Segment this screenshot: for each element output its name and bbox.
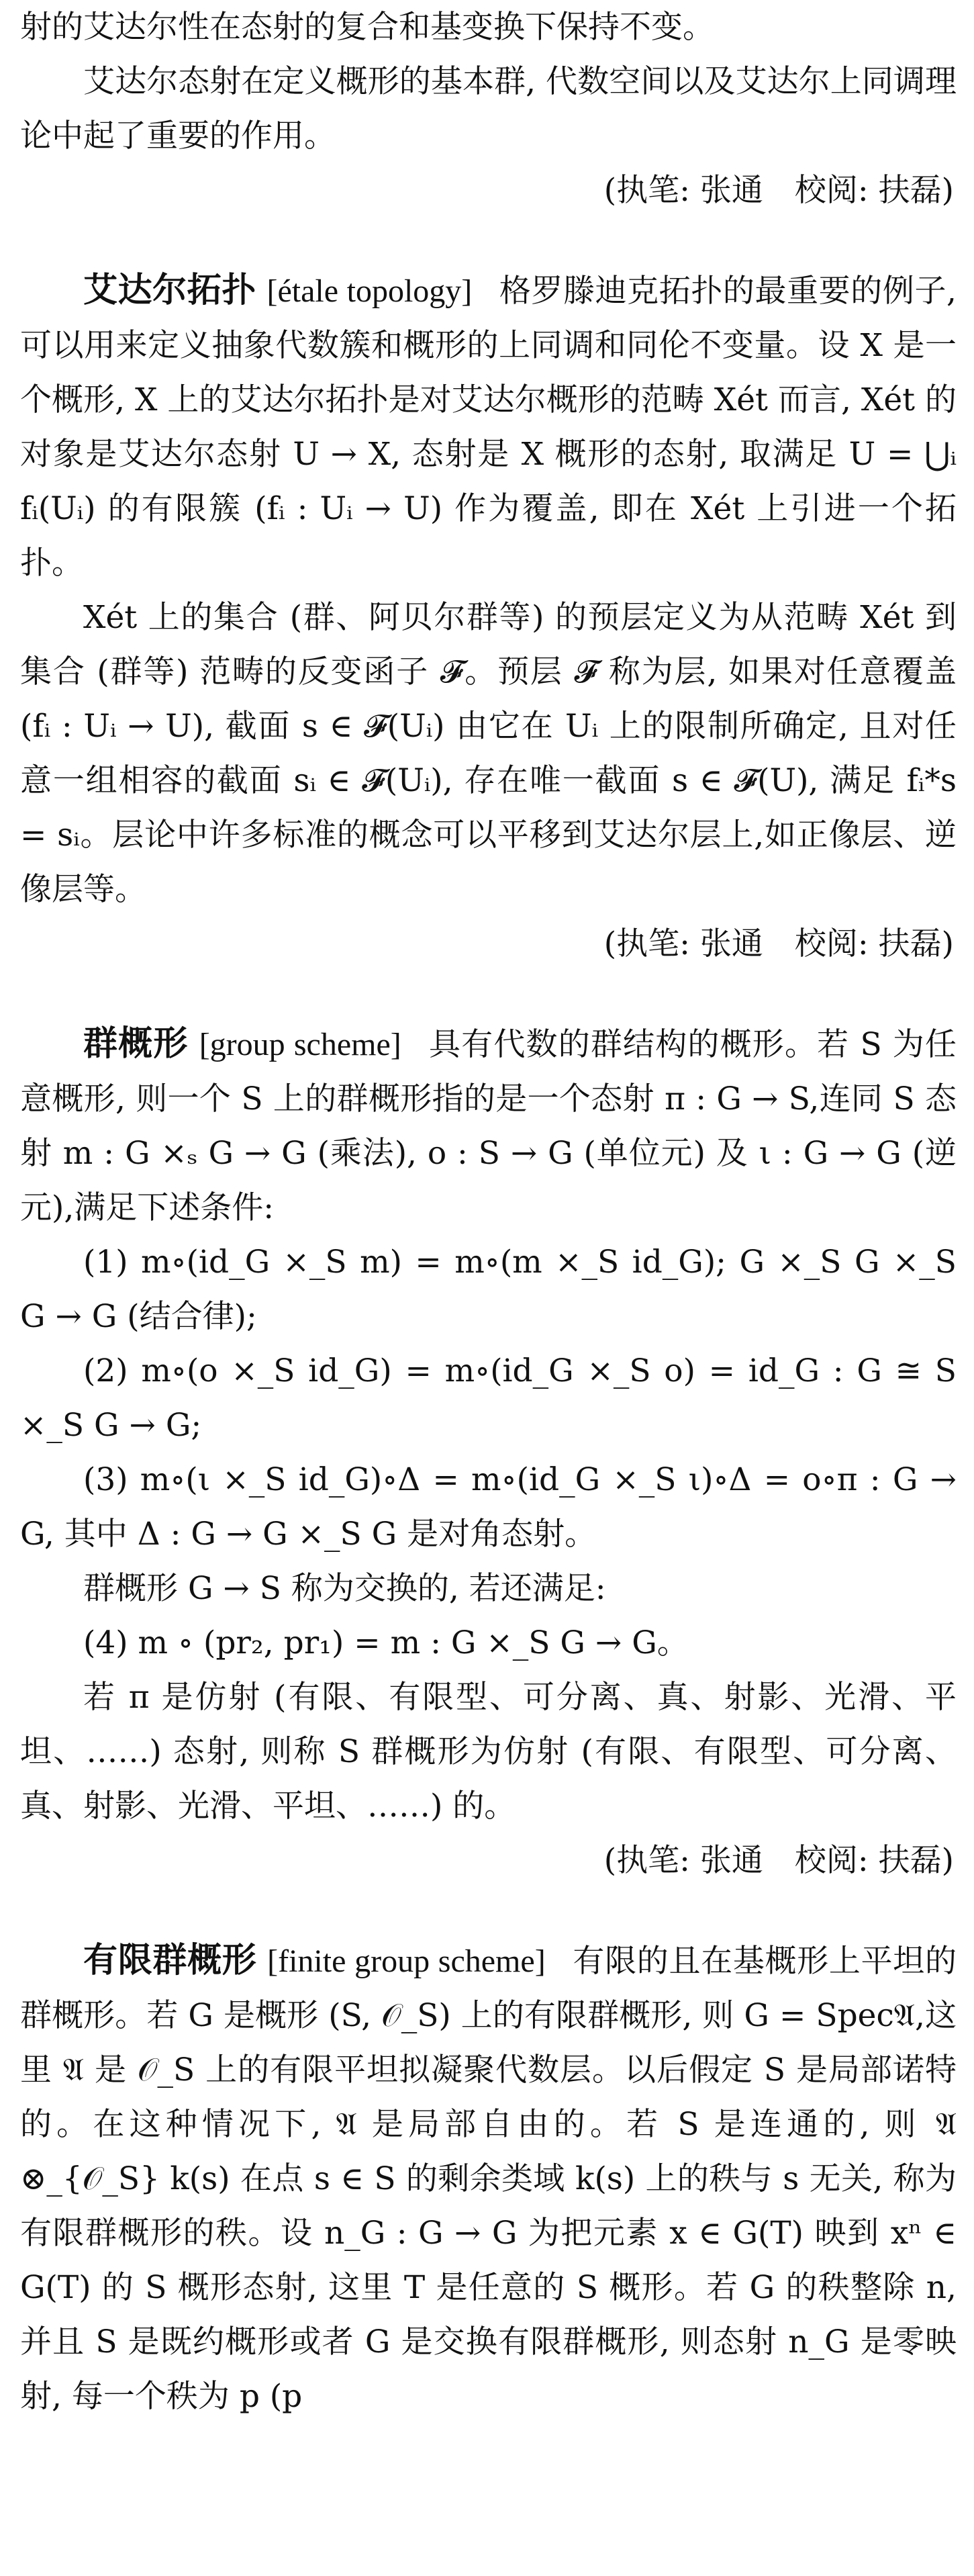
finite-group-scheme-headword: 有限群概形 <box>83 1941 257 1980</box>
etale-text-1: 格罗滕迪克拓扑的最重要的例子,可以用来定义抽象代数簇和概形的上同调和同伦不变量。设 X 是一个概形, X 上的艾达尔拓扑是对艾达尔概形的范畴 Xét 而言, Xét 的对象是艾达尔态射 U → X, 态射是 X 概形的态射, 取满足 U = ⋃ᵢ fᵢ(Uᵢ) 的有限簇 (fᵢ : Uᵢ → U) 作为覆盖, 即在 Xét 上引进一个拓扑。 <box>20 273 957 582</box>
finite-group-scheme-english-term: [finite group scheme] <box>267 1943 546 1979</box>
condition-unit: (2) m∘(o ×_S id_G) = m∘(id_G ×_S o) = id_G : G ≅ S ×_S G → G; <box>20 1352 957 1444</box>
condition-associativity: (1) m∘(id_G ×_S m) = m∘(m ×_S id_G); G ×_S G ×_S G → G (结合律); <box>20 1244 957 1335</box>
entry-group-scheme <box>20 1017 957 1888</box>
group-scheme-commutative-intro: 群概形 G → S 称为交换的, 若还满足: <box>83 1570 606 1607</box>
group-scheme-paragraph-1 <box>20 1017 957 1235</box>
group-scheme-headword: 群概形 <box>83 1024 189 1064</box>
etale-paragraph-2: Xét 上的集合 (群、阿贝尔群等) 的预层定义为从范畴 Xét 到集合 (群等) 范畴的反变函子 𝓕。预层 𝓕 称为层, 如果对任意覆盖 (fᵢ : Uᵢ → U), 截面 s ∈ 𝓕(Uᵢ) 由它在 Uᵢ 上的限制所确定, 且对任意一组相容的截面 sᵢ ∈ 𝓕(Uᵢ), 存在唯一截面 s ∈ 𝓕(U), 满足 fᵢ*s = sᵢ。层论中许多标准的概念可以平移到艾达尔层上,如正像层、逆像层等。 <box>20 599 957 908</box>
entry-etale-topology <box>20 263 957 971</box>
intro-paragraph-1: 射的艾达尔性在态射的复合和基变换下保持不变。 <box>20 9 714 46</box>
etale-headword: 艾达尔拓扑 <box>83 271 256 310</box>
entry-finite-group-scheme <box>20 1933 957 2424</box>
intro-paragraph-2: 艾达尔态射在定义概形的基本群, 代数空间以及艾达尔上同调理论中起了重要的作用。 <box>20 63 957 154</box>
group-scheme-signature: (执笔: 张通 校阅: 扶磊) <box>603 1842 954 1879</box>
etale-signature: (执笔: 张通 校阅: 扶磊) <box>603 925 954 962</box>
etale-paragraph-1 <box>20 263 957 590</box>
finite-group-scheme-paragraph-1 <box>20 1933 957 2424</box>
condition-commutative: (4) m ∘ (pr₂, pr₁) = m : G ×_S G → G。 <box>83 1624 689 1661</box>
group-scheme-text-1: 具有代数的群结构的概形。若 S 为任意概形, 则一个 S 上的群概形指的是一个态射 π : G → S,连同 S 态射 m : G ×ₛ G → G (乘法), o : S → G (单位元) 及 ι : G → G (逆元),满足下述条件: <box>20 1026 957 1226</box>
condition-inverse: (3) m∘(ι ×_S id_G)∘Δ = m∘(id_G ×_S ι)∘Δ = o∘π : G → G, 其中 Δ : G → G ×_S G 是对角态射。 <box>20 1461 957 1553</box>
intro-signature: (执笔: 张通 校阅: 扶磊) <box>603 172 954 209</box>
group-scheme-english-term: [group scheme] <box>199 1027 401 1062</box>
finite-group-scheme-text-1: 有限的且在基概形上平坦的群概形。若 G 是概形 (S, 𝒪_S) 上的有限群概形, 则 G = Spec𝔄,这里 𝔄 是 𝒪_S 上的有限平坦拟凝聚代数层。以后假定 S 是局部诺特的。在这种情况下, 𝔄 是局部自由的。若 S 是连通的, 则 𝔄 ⊗_{𝒪_S} k(s) 在点 s ∈ S 的剩余类域 k(s) 上的秩与 s 无关, 称为有限群概形的秩。设 n_G : G → G 为把元素 x ∈ G(T) 映到 xⁿ ∈ G(T) 的 S 概形态射, 这里 T 是任意的 S 概形。若 G 的秩整除 n, 并且 S 是既约概形或者 G 是交换有限群概形, 则态射 n_G 是零映射, 每一个秩为 p (p <box>20 1943 957 2415</box>
etale-english-term: [étale topology] <box>266 273 473 309</box>
group-scheme-paragraph-affine: 若 π 是仿射 (有限、有限型、可分离、真、射影、光滑、平坦、……) 态射, 则称 S 群概形为仿射 (有限、有限型、可分离、真、射影、光滑、平坦、……) 的。 <box>20 1679 957 1825</box>
